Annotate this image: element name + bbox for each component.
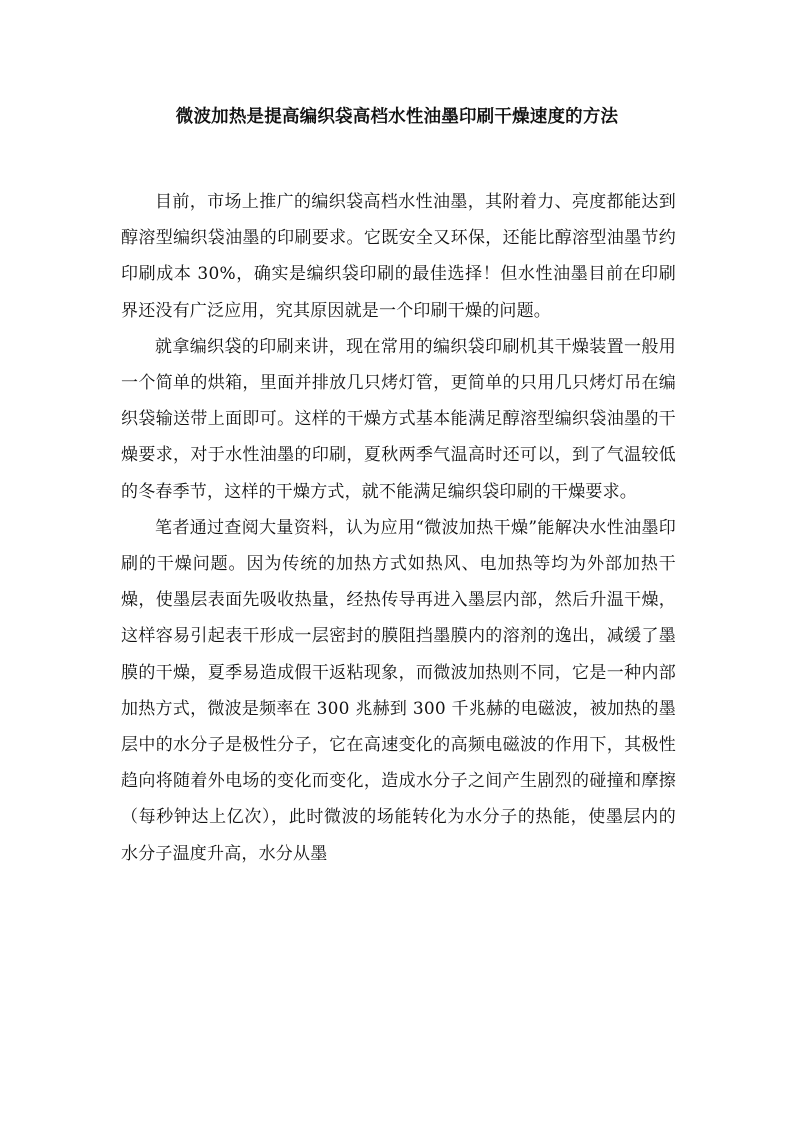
document-body	[121, 184, 676, 872]
paragraph-1: 目前，市场上推广的编织袋高档水性油墨，其附着力、亮度都能达到醇溶型编织袋油墨的印刷要求。它既安全又环保，还能比醇溶型油墨节约印刷成本 30%，确实是编织袋印刷的最佳选择！但水性油墨目前在印刷界还没有广泛应用，究其原因就是一个印刷干燥的问题。	[121, 192, 676, 321]
paragraph-2: 就拿编织袋的印刷来讲，现在常用的编织袋印刷机其干燥装置一般用一个简单的烘箱，里面并排放几只烤灯管，更简单的只用几只烤灯吊在编织袋输送带上面即可。这样的干燥方式基本能满足醇溶型编织袋油墨的干燥要求，对于水性油墨的印刷，夏秋两季气温高时还可以，到了气温较低的冬春季节，这样的干燥方式，就不能满足编织袋印刷的干燥要求。	[121, 336, 676, 502]
document-title: 微波加热是提高编织袋高档水性油墨印刷干燥速度的方法	[175, 107, 619, 127]
paragraph-3: 笔者通过查阅大量资料，认为应用“微波加热干燥”能解决水性油墨印刷的干燥问题。因为传统的加热方式如热风、电加热等均为外部加热干燥，使墨层表面先吸收热量，经热传导再进入墨层内部，然后升温干燥，这样容易引起表干形成一层密封的膜阻挡墨膜内的溶剂的逸出，减缓了墨 膜的干燥，夏季易造成假干返粘现象，而微波加热则不同，它是一种内部加热方式，微波是频率在 300 兆赫到 300 千兆赫的电磁波，被加热的墨层中的水分子是极性分子，它在高速变化的高频电磁波的作用下，其极性趋向将随着外电场的变化而变化，造成水分子之间产生剧烈的碰撞和摩擦（每秒钟达上亿次），此时微波的场能转化为水分子的热能，使墨层内的水分子温度升高，水分从墨	[121, 517, 676, 864]
